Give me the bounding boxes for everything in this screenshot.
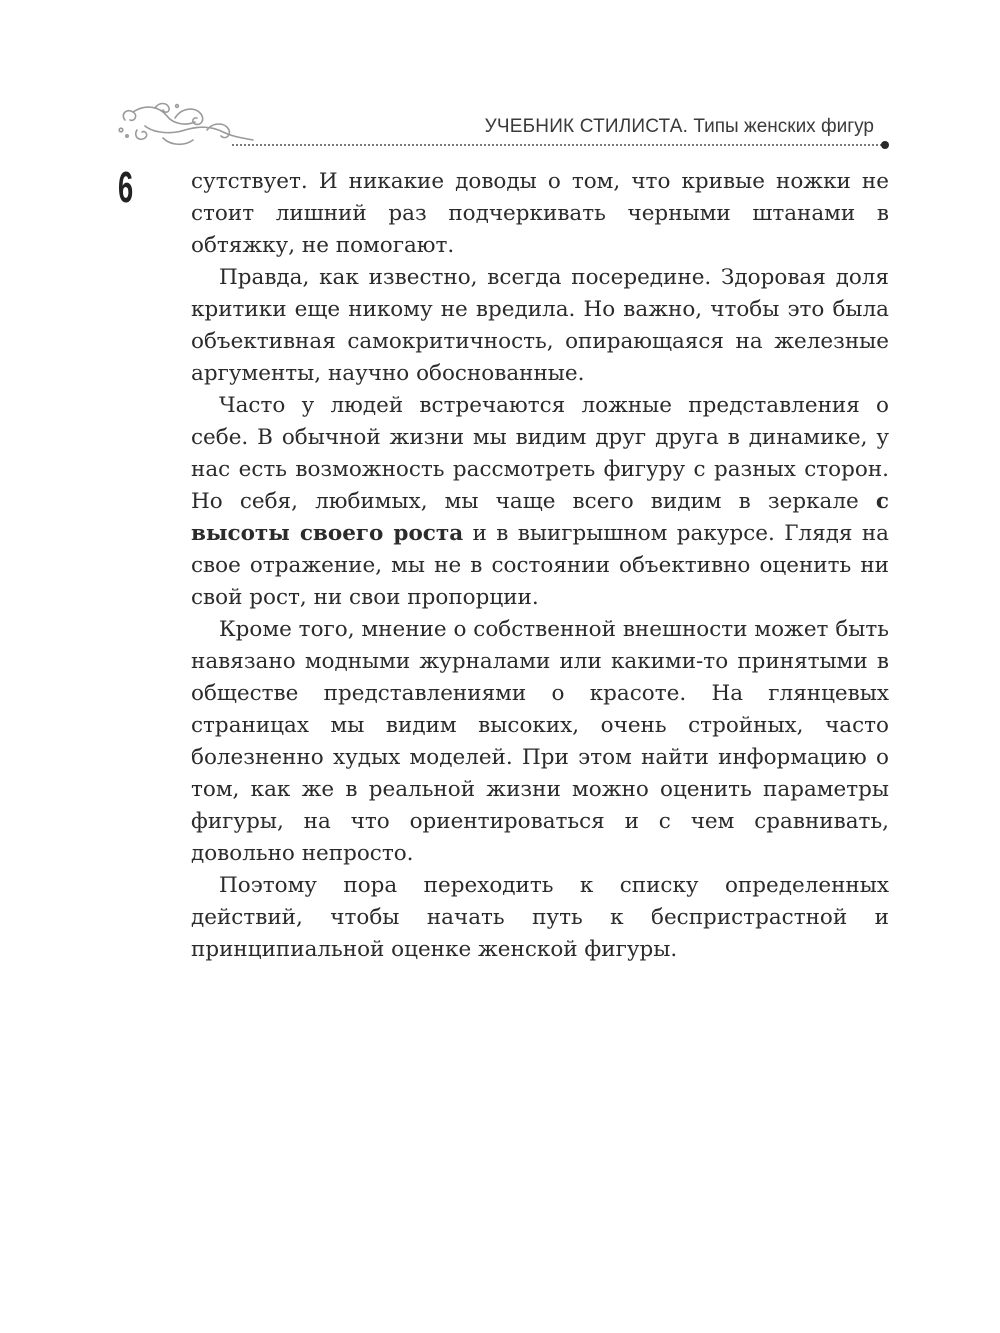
running-head	[485, 116, 874, 138]
body-text	[191, 166, 889, 966]
paragraph: Кроме того, мнение о собственной внешности может быть навязано модными журналами или какими-то принятыми в обществе представлениями о красоте. На глянцевых страницах мы видим высоких, очень стройных, часто болезненно худых моделей. При этом найти информацию о том, как же в реальной жизни можно оценить параметры фигуры, на что ориентироваться и с чем сравнивать, довольно непросто.	[191, 617, 889, 866]
paragraph	[191, 390, 889, 614]
paragraph-text: и в выигрышном ракурсе. Глядя на свое отражение, мы не в состоянии объективно оценить ни свой рост, ни свои пропорции.	[191, 521, 889, 610]
paragraph: сутствует. И никакие доводы о том, что кривые ножки не стоит лишний раз подчеркивать черными штанами в обтяжку, не помогают.	[191, 169, 889, 258]
header-end-dot	[881, 141, 889, 149]
paragraph: Поэтому пора переходить к списку определенных действий, чтобы начать путь к беспристрастной и принципиальной оценке женской фигуры.	[191, 873, 889, 962]
chapter-title: Типы женских фигур	[693, 116, 874, 137]
paragraph: Правда, как известно, всегда посередине. Здоровая доля критики еще никому не вредила. Но важно, чтобы это была объективная самокритичность, опирающаяся на железные аргументы, научно обоснованные.	[191, 265, 889, 386]
page-number: 6	[118, 163, 134, 212]
header-dotted-rule	[232, 144, 882, 146]
book-title: УЧЕБНИК СТИЛИСТА.	[484, 116, 689, 137]
paragraph-text: Часто у людей встречаются ложные представления о себе. В обычной жизни мы видим друг друга в динамике, у нас есть возможность рассмотреть фигуру с разных сторон. Но себя, любимых, мы чаще всего видим в зеркале	[191, 393, 889, 514]
emphasis-text: с высоты своего роста	[191, 489, 889, 546]
